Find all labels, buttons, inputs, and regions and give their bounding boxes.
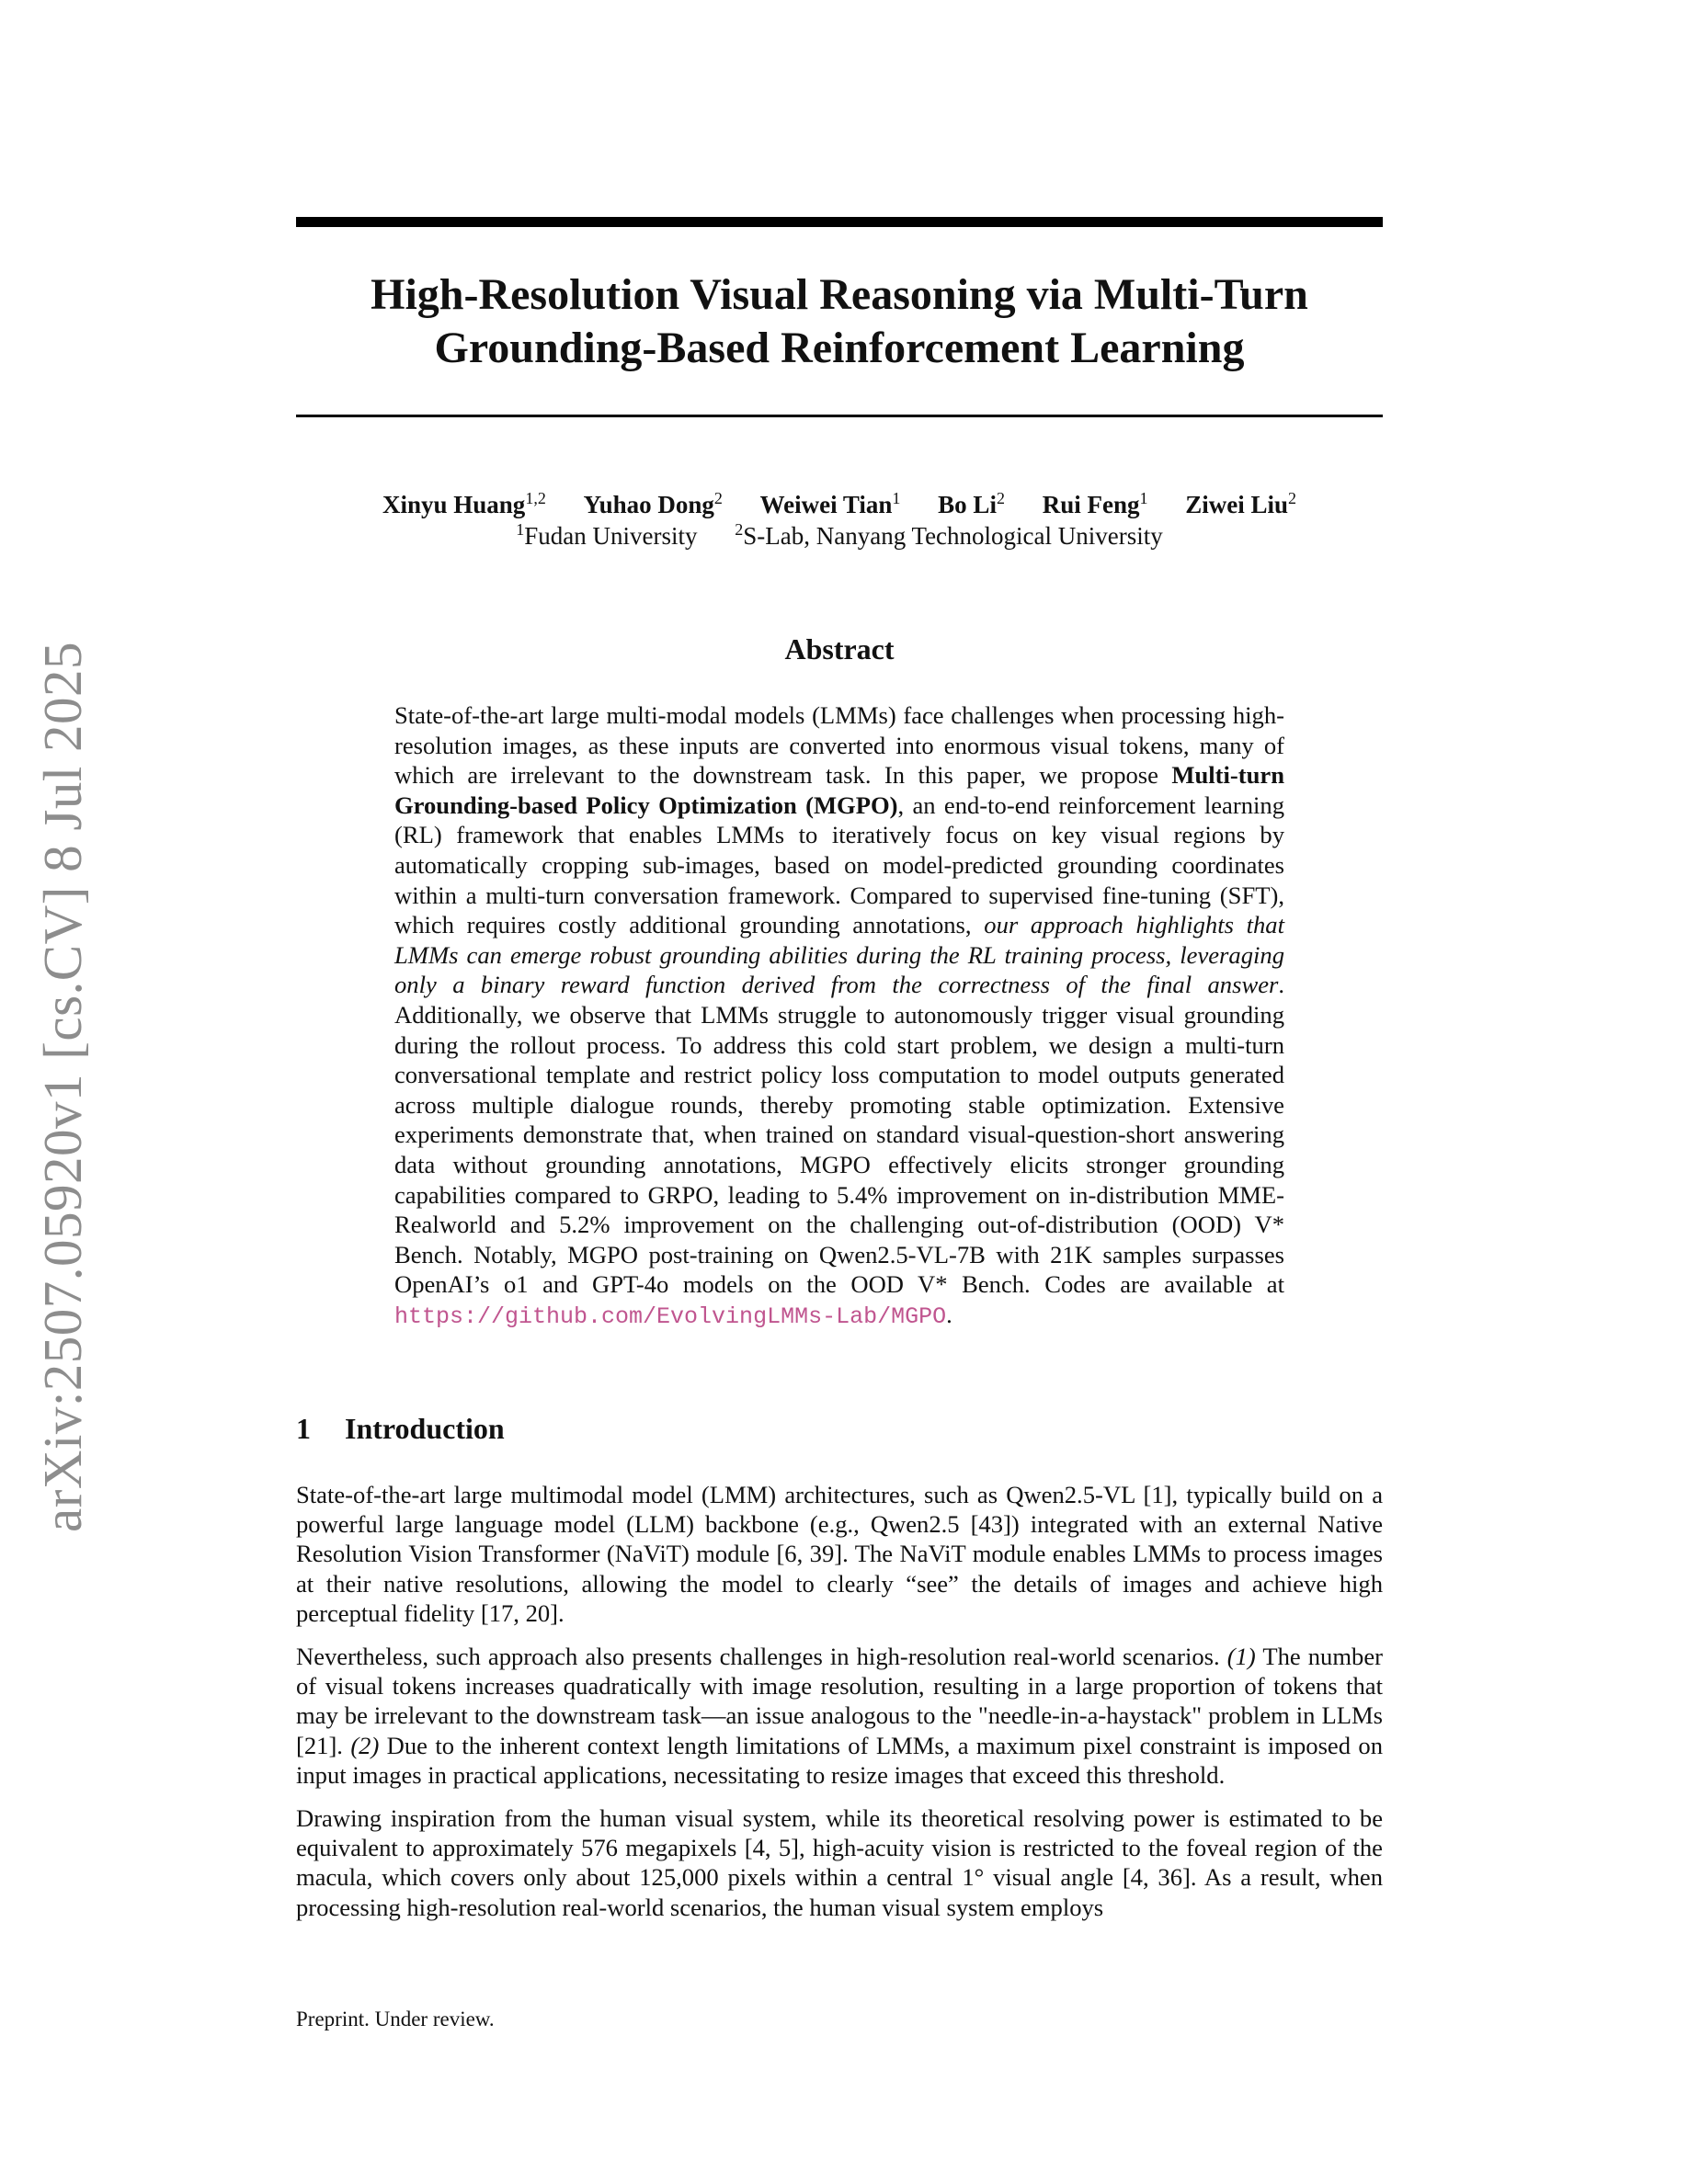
author: Yuhao Dong$^2$ — [583, 489, 723, 518]
section-title: Introduction — [345, 1412, 505, 1445]
paragraph: State-of-the-art large multimodal model (LMM) architectures, such as Qwen2.5-VL [1], typically build on a powerful large language model (LLM) backbone (e.g., Qwen2.5 [43]) integrated with an external Native Resolution Vision Transformer (NaViT) module [6, 39]. The NaViT module enables LMMs to process images at their native resolutions, allowing the model to clearly “see” the details of images and achieve high perceptual fidelity [17, 20]. — [296, 1481, 1383, 1627]
title-bottom-rule — [296, 415, 1383, 417]
arxiv-identifier-stamp — [26, 634, 99, 1540]
author: Rui Feng$^1$ — [1042, 489, 1148, 518]
author: Xinyu Huang$^{1,2}$ — [382, 489, 546, 518]
code-repository-link[interactable]: https://github.com/EvolvingLMMs-Lab/MGPO — [394, 1302, 947, 1330]
section-heading-introduction — [296, 1412, 505, 1446]
method-name: Multi-turn Grounding-based Policy Optimization (MGPO) — [394, 761, 1284, 819]
author: Ziwei Liu$^2$ — [1185, 489, 1296, 518]
title-top-rule — [296, 217, 1383, 227]
abstract-text: State-of-the-art large multi-modal models (LMMs) face challenges when processing high-resolution images, as these inputs are converted into enormous visual tokens, many of which are irrelevant to the downstream task. In this paper, we propose Multi-turn Grounding-based Policy Optimization (MGPO), an end-to-end reinforcement learning (RL) framework that enables LMMs to iteratively focus on key visual regions by automatically cropping sub-images, based on model-predicted grounding coordinates within a multi-turn conversation framework. Compared to supervised fine-tuning (SFT), which requires costly additional grounding annotations, our approach highlights that LMMs can emerge robust grounding abilities during the RL training process, leveraging only a binary reward function derived from the correctness of the final answer. Additionally, we observe that LMMs struggle to autonomously trigger visual grounding during the rollout process. To address this cold start problem, we design a multi-turn conversational template and restrict policy loss computation to model outputs generated across multiple dialogue rounds, thereby promoting stable optimization. Extensive experiments demonstrate that, when trained on standard visual-question-short answering data without grounding annotations, MGPO effectively elicits stronger grounding capabilities compared to GRPO, leading to 5.4% improvement on in-distribution MME-Realworld and 5.2% improvement on the challenging out-of-distribution (OOD) V* Bench. Notably, MGPO post-training on Qwen2.5-VL-7B with 21K samples surpasses OpenAI’s o1 and GPT-4o models on the OOD V* Bench. Codes are available at https://github.com/EvolvingLMMs-Lab/MGPO. — [394, 701, 1284, 1330]
affiliation-list — [296, 520, 1383, 552]
affiliation: $^1$Fudan University — [516, 520, 698, 550]
paper-title — [296, 268, 1383, 375]
paragraph: Drawing inspiration from the human visual system, while its theoretical resolving power is estimated to be equivalent to approximately 576 megapixels [4, 5], high-acuity vision is restricted to the foveal region of the macula, which covers only about 125,000 pixels within a central 1° visual angle [4, 36]. As a result, when processing high-resolution real-world scenarios, the human visual system employs — [296, 1804, 1383, 1921]
author-block — [296, 489, 1383, 552]
key-claim: our approach highlights that LMMs can emerge robust grounding abilities during the RL training process, leveraging only a binary reward function derived from the correctness of the final answer — [394, 911, 1284, 999]
author: Bo Li$^2$ — [938, 489, 1005, 518]
author-list — [296, 489, 1383, 520]
paper-title-line-2: Grounding-Based Reinforcement Learning — [434, 324, 1245, 372]
affiliation: $^2$S-Lab, Nanyang Technological University — [735, 520, 1163, 550]
paper-title-line-1: High-Resolution Visual Reasoning via Multi-Turn — [371, 270, 1308, 319]
abstract-heading: Abstract — [784, 632, 895, 665]
section-number: 1 — [296, 1412, 311, 1445]
author: Weiwei Tian$^1$ — [759, 489, 901, 518]
paragraph: Nevertheless, such approach also presents challenges in high-resolution real-world scenarios. (1) The number of visual tokens increases quadratically with image resolution, resulting in a large proportion of tokens that may be irrelevant to the downstream task—an issue analogous to the "needle-in-a-haystack" problem in LLMs [21]. (2) Due to the inherent context length limitations of LMMs, a maximum pixel constraint is imposed on input images in practical applications, necessitating to resize images that exceed this threshold. — [296, 1643, 1383, 1789]
introduction-body — [296, 1480, 1383, 1936]
preprint-footer: Preprint. Under review. — [296, 2008, 495, 2030]
arxiv-identifier-text: arXiv:2507.05920v1 [cs.CV] 8 Jul 2025 — [31, 642, 93, 1532]
